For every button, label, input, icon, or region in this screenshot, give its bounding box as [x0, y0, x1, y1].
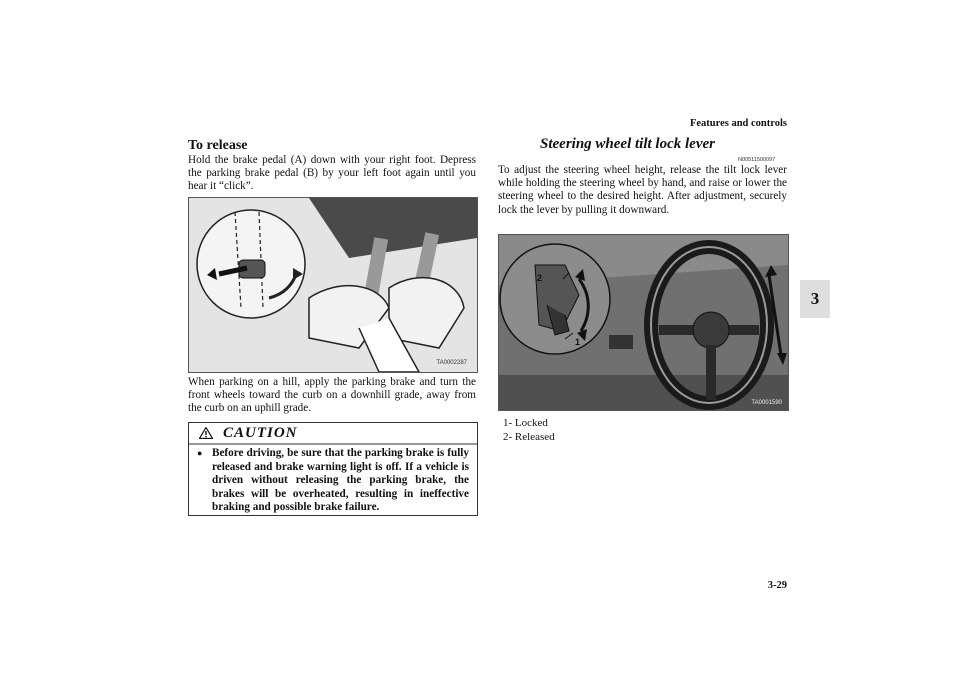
warning-triangle-icon [199, 427, 213, 439]
steering-adjust-text: To adjust the steering wheel height, release the tilt lock lever while holding the steering wheel by hand, and raise or lower the steering wheel to the desired height. After adjustment, securely lock the lever by pulling it downward. [498, 164, 787, 216]
steering-wheel-figure [498, 234, 789, 411]
pedal-illustration [189, 198, 477, 372]
parking-brake-pedal-figure [188, 197, 478, 373]
legend-item-locked: 1- Locked [503, 417, 548, 429]
bullet-icon: ● [197, 448, 203, 458]
page-number: 3-29 [767, 580, 787, 591]
section-code: N00511500097 [738, 157, 776, 163]
hill-parking-text: When parking on a hill, apply the parking brake and turn the front wheels toward the curb on a downhill grade, away from the curb on an uphill grade. [188, 376, 476, 415]
chapter-tab: 3 [800, 280, 830, 318]
figure-code: TA0001590 [751, 400, 782, 406]
section-heading-to-release: To release [188, 138, 248, 153]
figure-label-2: 2 [537, 273, 543, 283]
section-heading-steering-wheel: Steering wheel tilt lock lever [540, 136, 715, 152]
steering-wheel-illustration [499, 235, 788, 410]
caution-divider [189, 443, 477, 445]
caution-body [197, 447, 469, 515]
figure-code: TA0002287 [436, 360, 467, 366]
caution-header [189, 423, 477, 443]
caution-text: Before driving, be sure that the parking brake is fully released and brake warning light is off. If a vehicle is driven without releasing the parking brake, the brakes will be overheated, resulting in ineffective braking and possible brake failure. [212, 447, 469, 513]
legend-item-released: 2- Released [503, 430, 555, 443]
figure-legend [503, 417, 555, 444]
caution-title: CAUTION [223, 424, 298, 441]
running-header: Features and controls [689, 118, 787, 129]
release-instructions: Hold the brake pedal (A) down with your right foot. Depress the parking brake pedal (B) by your left foot again until you hear it “click”. [188, 154, 476, 193]
caution-box [188, 422, 478, 516]
figure-label-1: 1 [575, 337, 581, 347]
